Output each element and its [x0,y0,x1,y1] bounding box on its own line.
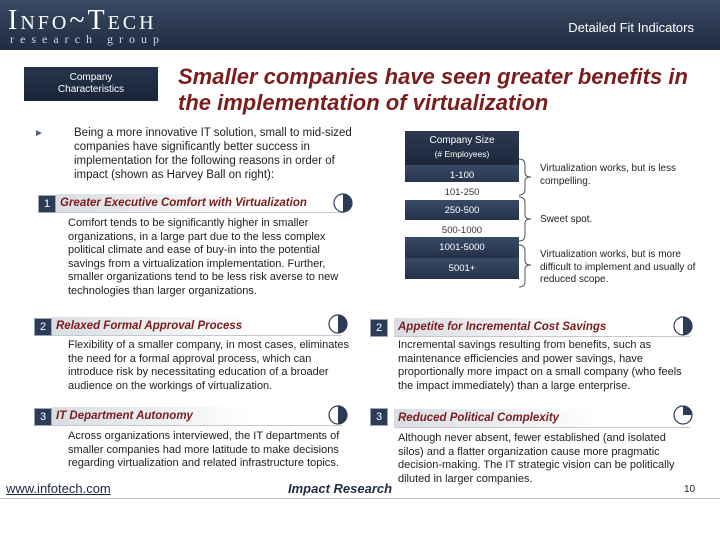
company-size-header [405,131,519,166]
footer-center-label: Impact Research [288,481,393,496]
brace-2 [519,197,531,241]
harvey-fill [683,317,692,335]
harvey-ball-icon [328,314,348,334]
item-number: 2 [370,319,388,337]
harvey-fill [338,406,347,424]
size-row: 500-1000 [405,220,519,241]
size-note: Virtualization works, but is more difficult to implement and usually of reduced scope. [540,249,696,285]
size-note: Virtualization works, but is less compelling. [540,163,676,187]
item-number: 3 [370,408,388,426]
item-body: Flexibility of a smaller company, in most cases, eliminates the need for a formal approval process, which can introduce risk by necessitating education of a broader audience on the workings of virtualization. [68,339,350,392]
section-label [24,67,158,101]
footer-website-link[interactable]: www.infotech.com [6,481,111,496]
intro-text: Being a more innovative IT solution, small to mid-sized companies have significantly better success in implementation for the following reasons in order of impact (shown as Harvey Ball on right): [74,127,352,181]
size-brace-group [517,157,539,289]
size-note: Sweet spot. [540,214,593,225]
item-body: Comfort tends to be significantly higher in smaller organizations, in a large part due to the less complex political climate and ease of buy-in into the potential savings from a virtualization implementation. Further, smaller organizations tend to be less risk averse to new technologies than larger organizations. [68,217,339,297]
page-number: 10 [684,484,696,495]
item-number: 2 [34,318,52,336]
harvey-ball-icon [333,193,353,213]
item-number: 3 [34,408,52,426]
brace-1 [519,159,531,195]
harvey-fill [683,406,692,415]
bullet-arrow-icon: ► [34,128,44,139]
size-row: 1-100 [405,165,519,186]
item-body: Although never absent, fewer established (and isolated silos) and a flatter organization cause more pragmatic decision-making. The IT strategic vision can be politically diluted in larger companies. [398,432,675,485]
company-size-title: Company Size [429,135,495,146]
size-row: 101-250 [405,182,519,203]
size-row: 1001-5000 [405,237,519,258]
footer-divider [0,498,720,499]
item-body: Incremental savings resulting from benefits, such as maintenance efficiencies and power savings, have proportionally more impact on a small company (who feels the impact immediately) than a large enterprise. [398,339,682,392]
item-title-bar: Greater Executive Comfort with Virtualization [56,194,344,213]
harvey-fill [338,315,347,333]
logo-title: Info~Tech [8,5,157,36]
item-title-bar: IT Department Autonomy [52,407,342,426]
harvey-ball-icon [328,405,348,425]
headline: Smaller companies have seen greater benefits in the implementation of virtualization [178,64,688,115]
item-title-bar: Relaxed Formal Approval Process [52,317,342,336]
company-size-subtitle: (# Employees) [434,149,490,159]
item-body: Across organizations interviewed, the IT departments of smaller companies had more latitude to make decisions regarding virtualization and related infrastructure topics. [68,430,340,469]
brace-3 [519,245,531,287]
item-title-bar: Reduced Political Complexity [394,409,690,428]
size-row: 5001+ [405,258,519,279]
item-title-bar: Appetite for Incremental Cost Savings [394,318,690,337]
slide-header-title: Detailed Fit Indicators [568,20,694,35]
logo-subtitle: research group [10,32,165,46]
section-label-text: Company Characteristics [57,72,125,95]
size-row: 250-500 [405,200,519,221]
harvey-ball-icon [673,316,693,336]
harvey-ball-icon [673,405,693,425]
harvey-fill [343,194,352,212]
item-number: 1 [38,195,56,213]
